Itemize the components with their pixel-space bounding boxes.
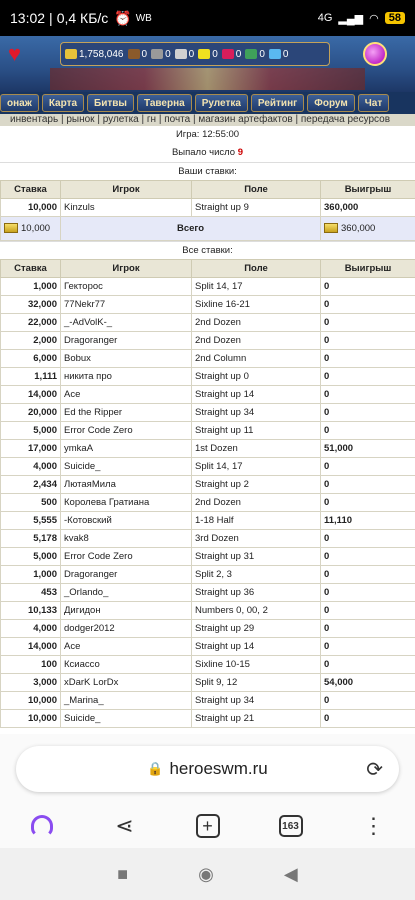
table-row <box>1 314 415 332</box>
nav-item[interactable]: онаж <box>0 94 39 112</box>
player-cell[interactable]: Error Code Zero <box>61 422 192 440</box>
bet-cell: 4,000 <box>1 620 61 638</box>
bet-cell: 1,111 <box>1 368 61 386</box>
player-cell[interactable]: Error Code Zero <box>61 548 192 566</box>
field-cell: Sixline 16-21 <box>192 296 321 314</box>
reload-icon[interactable]: ⟳ <box>366 758 383 781</box>
resource-item <box>128 49 148 60</box>
player-cell[interactable]: ymkaA <box>61 440 192 458</box>
field-cell: Straight up 21 <box>192 710 321 728</box>
field-cell: 1st Dozen <box>192 440 321 458</box>
bet-cell: 10,000 <box>1 199 61 217</box>
table-row <box>1 638 415 656</box>
bet-cell: 17,000 <box>1 440 61 458</box>
win-cell: 51,000 <box>321 440 415 458</box>
nav-item[interactable]: Таверна <box>137 94 192 112</box>
resource-item <box>222 49 242 60</box>
table-row <box>1 674 415 692</box>
tabs-button[interactable] <box>271 806 311 846</box>
field-cell: Split 2, 3 <box>192 566 321 584</box>
win-cell: 0 <box>321 278 415 296</box>
field-cell: Straight up 0 <box>192 368 321 386</box>
crystal-icon <box>222 49 234 59</box>
bet-cell: 5,000 <box>1 422 61 440</box>
total-label: Всего <box>61 217 321 241</box>
field-cell: 3rd Dozen <box>192 530 321 548</box>
total-bet: 10,000 <box>21 223 51 234</box>
nav-item[interactable]: Карта <box>42 94 84 112</box>
table-row <box>1 548 415 566</box>
win-cell: 0 <box>321 692 415 710</box>
all-bets-header-row <box>1 260 415 278</box>
nav-item[interactable]: Форум <box>307 94 354 112</box>
wb-indicator: WB <box>135 12 152 24</box>
bet-cell: 4,000 <box>1 458 61 476</box>
player-cell[interactable]: 77Nekr77 <box>61 296 192 314</box>
nav-item[interactable]: Рулетка <box>195 94 248 112</box>
share-icon: ⋖ <box>115 813 134 838</box>
my-bets-header-row <box>1 181 415 199</box>
game-time: 12:55:00 <box>202 129 240 140</box>
alarm-icon: ⏰ <box>114 9 132 26</box>
bet-cell: 14,000 <box>1 638 61 656</box>
field-cell: Straight up 9 <box>192 199 321 217</box>
player-cell[interactable]: Ace <box>61 386 192 404</box>
resource-item <box>175 49 195 60</box>
bet-cell: 100 <box>1 656 61 674</box>
resource-value: 0 <box>259 48 265 60</box>
my-bets-title: Ваши ставки: <box>0 162 415 180</box>
field-cell: Straight up 34 <box>192 692 321 710</box>
field-cell: Straight up 31 <box>192 548 321 566</box>
player-cell[interactable]: _Orlando_ <box>61 584 192 602</box>
ore-icon <box>151 49 163 59</box>
table-row <box>1 602 415 620</box>
game-header <box>0 36 415 92</box>
health-heart-icon[interactable]: ♥ <box>8 41 22 66</box>
table-row <box>1 692 415 710</box>
table-row <box>1 386 415 404</box>
game-time-line <box>0 126 415 144</box>
table-row <box>1 278 415 296</box>
gold-icon <box>324 223 338 233</box>
new-tab-button[interactable] <box>188 806 228 846</box>
all-bets-table <box>0 259 415 728</box>
status-right <box>318 12 405 25</box>
table-row <box>1 494 415 512</box>
player-cell[interactable]: _Marina_ <box>61 692 192 710</box>
field-cell: Split 9, 12 <box>192 674 321 692</box>
recents-icon[interactable]: ■ <box>117 863 129 884</box>
address-bar <box>0 734 415 804</box>
win-cell: 0 <box>321 422 415 440</box>
table-row <box>1 440 415 458</box>
status-bar <box>0 0 415 36</box>
bet-cell: 1,000 <box>1 278 61 296</box>
col-header-win: Выигрыш <box>321 181 415 199</box>
back-icon[interactable]: ◀ <box>283 863 298 884</box>
player-cell[interactable]: Ed the Ripper <box>61 404 192 422</box>
field-cell: 1-18 Half <box>192 512 321 530</box>
bet-cell: 14,000 <box>1 386 61 404</box>
wifi-icon: ◠ <box>369 12 379 25</box>
field-cell: Straight up 11 <box>192 422 321 440</box>
player-cell[interactable]: dodger2012 <box>61 620 192 638</box>
tab-count: 163 <box>279 815 303 837</box>
field-cell: 2nd Dozen <box>192 314 321 332</box>
bet-cell: 22,000 <box>1 314 61 332</box>
header-scenery <box>50 68 365 90</box>
browser-toolbar <box>0 804 415 848</box>
col-header-player: Игрок <box>61 181 192 199</box>
resource-item <box>269 49 289 60</box>
win-cell: 0 <box>321 638 415 656</box>
win-cell: 0 <box>321 350 415 368</box>
sub-links[interactable]: инвентарь | рынок | рулетка | гн | почта | магазин артефактов | передача ресурсов <box>0 114 415 126</box>
bet-cell: 32,000 <box>1 296 61 314</box>
system-navigation <box>0 848 415 900</box>
my-bets-table <box>0 180 415 241</box>
home-icon[interactable]: ◉ <box>198 863 214 884</box>
resource-value: 0 <box>235 48 242 60</box>
bet-cell: 2,000 <box>1 332 61 350</box>
player-cell[interactable]: xDarK LorDx <box>61 674 192 692</box>
win-cell: 360,000 <box>321 199 415 217</box>
resource-value: 1,758,046 <box>79 48 124 60</box>
table-row <box>1 530 415 548</box>
player-cell[interactable]: никита про <box>61 368 192 386</box>
table-row <box>1 584 415 602</box>
field-cell: Straight up 36 <box>192 584 321 602</box>
win-cell: 11,110 <box>321 512 415 530</box>
win-cell: 0 <box>321 656 415 674</box>
table-row <box>1 368 415 386</box>
resource-bar <box>60 42 330 66</box>
field-cell: Split 14, 17 <box>192 458 321 476</box>
win-cell: 0 <box>321 404 415 422</box>
nav-item[interactable]: Битвы <box>87 94 134 112</box>
status-speed: 0,4 КБ/с <box>56 10 109 26</box>
bet-cell: 5,555 <box>1 512 61 530</box>
table-row <box>1 710 415 728</box>
roulette-results <box>0 126 415 734</box>
game-label: Игра: <box>175 129 200 140</box>
table-row <box>1 620 415 638</box>
rolled-label: Выпало число <box>171 147 236 158</box>
win-cell: 0 <box>321 332 415 350</box>
gold-icon <box>4 223 18 233</box>
bet-cell: 10,133 <box>1 602 61 620</box>
main-navigation <box>0 92 415 114</box>
player-cell[interactable]: Suicide_ <box>61 710 192 728</box>
win-cell: 0 <box>321 530 415 548</box>
win-cell: 0 <box>321 476 415 494</box>
mercury-icon <box>175 49 187 59</box>
win-cell: 0 <box>321 620 415 638</box>
win-cell: 0 <box>321 584 415 602</box>
table-row <box>1 422 415 440</box>
bet-cell: 6,000 <box>1 350 61 368</box>
player-cell[interactable]: Dragoranger <box>61 332 192 350</box>
field-cell: Straight up 34 <box>192 404 321 422</box>
field-cell: Split 14, 17 <box>192 278 321 296</box>
table-row <box>1 404 415 422</box>
battery-icon: 58 <box>385 12 405 24</box>
rolled-number: 9 <box>237 147 244 158</box>
table-row <box>1 656 415 674</box>
table-row <box>1 566 415 584</box>
field-cell: 2nd Dozen <box>192 332 321 350</box>
alice-icon <box>31 815 53 837</box>
menu-button[interactable] <box>354 806 394 846</box>
lock-icon: 🔒 <box>147 761 164 776</box>
bet-cell: 2,434 <box>1 476 61 494</box>
resource-value: 0 <box>212 48 218 60</box>
win-cell: 0 <box>321 314 415 332</box>
resource-item <box>65 49 124 60</box>
win-cell: 54,000 <box>321 674 415 692</box>
field-cell: Straight up 14 <box>192 638 321 656</box>
plus-icon: + <box>196 814 220 838</box>
table-row <box>1 350 415 368</box>
total-win-cell <box>321 217 415 241</box>
bet-cell: 500 <box>1 494 61 512</box>
resource-value: 0 <box>282 48 289 60</box>
player-cell[interactable]: Ace <box>61 638 192 656</box>
player-cell[interactable]: Гекторос <box>61 278 192 296</box>
table-row <box>1 296 415 314</box>
col-header-bet: Ставка <box>1 260 61 278</box>
player-cell[interactable]: Дигидон <box>61 602 192 620</box>
bet-cell: 10,000 <box>1 692 61 710</box>
resource-item <box>198 49 218 60</box>
resource-item <box>245 49 265 60</box>
field-cell: Straight up 29 <box>192 620 321 638</box>
network-type: 4G <box>317 12 333 24</box>
bet-cell: 20,000 <box>1 404 61 422</box>
nav-item[interactable]: Чат <box>358 94 390 112</box>
player-cell[interactable]: Kinzuls <box>61 199 192 217</box>
field-cell: 2nd Column <box>192 350 321 368</box>
resource-item <box>151 49 171 60</box>
resource-value: 0 <box>188 48 195 60</box>
resource-value: 0 <box>141 48 148 60</box>
player-cell[interactable]: ЛютаяМила <box>61 476 192 494</box>
win-cell: 0 <box>321 548 415 566</box>
resource-value: 0 <box>165 48 171 60</box>
gold-icon <box>65 49 77 59</box>
player-cell[interactable]: Королева Гратиана <box>61 494 192 512</box>
more-vertical-icon: ⋮ <box>362 813 385 838</box>
bet-cell: 5,000 <box>1 548 61 566</box>
total-row <box>1 217 415 241</box>
win-cell: 0 <box>321 386 415 404</box>
all-bets-title: Все ставки: <box>0 241 415 259</box>
status-time: 13:02 <box>10 10 46 26</box>
nav-item[interactable]: Рейтинг <box>251 94 304 112</box>
total-win: 360,000 <box>341 223 376 234</box>
win-cell: 0 <box>321 494 415 512</box>
player-cell[interactable]: Dragoranger <box>61 566 192 584</box>
status-separator: | <box>49 10 53 26</box>
player-cell[interactable]: kvak8 <box>61 530 192 548</box>
col-header-field: Поле <box>192 181 321 199</box>
win-cell: 0 <box>321 566 415 584</box>
win-cell: 0 <box>321 458 415 476</box>
table-row <box>1 199 415 217</box>
sulfur-icon <box>198 49 210 59</box>
win-cell: 0 <box>321 368 415 386</box>
gems-icon <box>245 49 257 59</box>
url-text[interactable]: heroeswm.ru <box>169 759 268 778</box>
wood-icon <box>128 49 140 59</box>
player-cell[interactable]: Ксиассо <box>61 656 192 674</box>
url-field[interactable] <box>16 746 399 792</box>
table-row <box>1 458 415 476</box>
total-bet-cell <box>1 217 61 241</box>
col-header-win: Выигрыш <box>321 260 415 278</box>
field-cell: Straight up 14 <box>192 386 321 404</box>
win-cell: 0 <box>321 296 415 314</box>
player-cell[interactable]: Bobux <box>61 350 192 368</box>
bet-cell: 3,000 <box>1 674 61 692</box>
alice-assistant-button[interactable] <box>22 806 62 846</box>
bet-cell: 453 <box>1 584 61 602</box>
bet-cell: 10,000 <box>1 710 61 728</box>
table-row <box>1 512 415 530</box>
col-header-player: Игрок <box>61 260 192 278</box>
bet-cell: 5,178 <box>1 530 61 548</box>
field-cell: Numbers 0, 00, 2 <box>192 602 321 620</box>
table-row <box>1 476 415 494</box>
win-cell: 0 <box>321 710 415 728</box>
share-button[interactable] <box>105 806 145 846</box>
player-cell[interactable]: _-AdVolK-_ <box>61 314 192 332</box>
col-header-bet: Ставка <box>1 181 61 199</box>
bet-cell: 1,000 <box>1 566 61 584</box>
rolled-number-line <box>0 144 415 162</box>
player-cell[interactable]: -Котовский <box>61 512 192 530</box>
field-cell: Sixline 10-15 <box>192 656 321 674</box>
col-header-field: Поле <box>192 260 321 278</box>
diamond-icon <box>269 49 281 59</box>
signal-icon: ▂▄▆ <box>338 12 364 25</box>
field-cell: Straight up 2 <box>192 476 321 494</box>
mana-potion-icon[interactable] <box>363 42 387 66</box>
player-cell[interactable]: Suicide_ <box>61 458 192 476</box>
win-cell: 0 <box>321 602 415 620</box>
field-cell: 2nd Dozen <box>192 494 321 512</box>
table-row <box>1 332 415 350</box>
